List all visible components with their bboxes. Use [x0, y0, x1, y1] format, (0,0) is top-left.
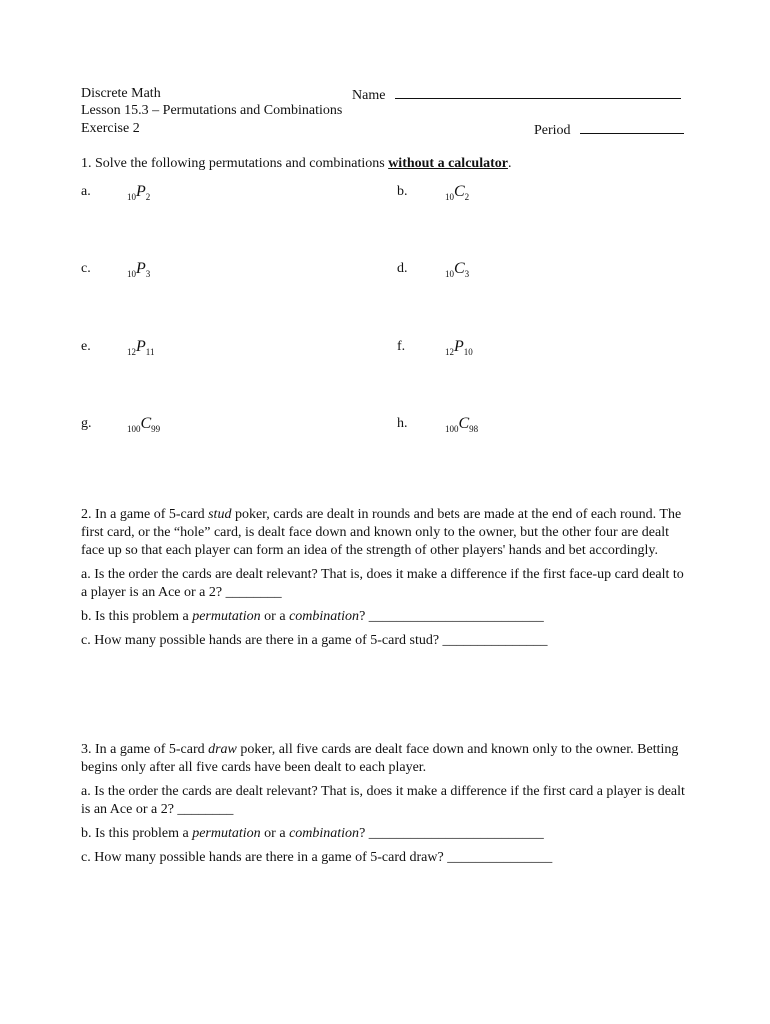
period-blank[interactable]	[580, 120, 684, 134]
q2-intro-emphasis: stud	[208, 507, 232, 522]
q1-prompt-end: .	[507, 156, 512, 171]
q2-part-b-combination: combination	[289, 609, 360, 624]
expr-prefix: 10	[445, 192, 454, 202]
q1-item-expression	[127, 338, 154, 361]
expr-prefix: 12	[445, 347, 454, 357]
expr-prefix: 10	[127, 192, 136, 202]
q3-part-a: a. Is the order the cards are dealt relevant? That is, does it make a difference if the first card a player is dealt is an Ace or a 2? ________	[81, 784, 685, 817]
name-field[interactable]	[352, 85, 681, 105]
q1-item-expression	[445, 183, 469, 206]
q1-item-letter: c.	[81, 261, 91, 276]
q2-part-b-permutation: permutation	[192, 609, 261, 624]
expr-suffix: 11	[145, 347, 155, 357]
q2-part-a: a. Is the order the cards are dealt relevant? That is, does it make a difference if the first face-up card dealt to a player is an Ace or a 2? ________	[81, 567, 684, 600]
q1-item-letter: g.	[81, 416, 92, 431]
q1-item-letter: b.	[397, 184, 408, 199]
q1-item-expression	[127, 260, 150, 283]
expr-suffix: 2	[464, 192, 470, 202]
expr-suffix: 3	[145, 269, 151, 279]
expr-symbol: C	[454, 260, 465, 277]
q3-part-c: c. How many possible hands are there in a game of 5-card draw? _______________	[81, 850, 553, 865]
q1-item-letter: f.	[397, 339, 406, 354]
course-title: Discrete Math	[81, 86, 161, 101]
q3-part-b-permutation: permutation	[192, 826, 261, 841]
expr-prefix: 10	[127, 269, 136, 279]
expr-suffix: 98	[469, 424, 479, 434]
name-blank[interactable]	[395, 85, 681, 99]
q3-part-b-blank: ? _________________________	[359, 826, 544, 841]
q2-section	[81, 506, 691, 650]
q1-item-letter: e.	[81, 339, 91, 354]
q1-prompt	[81, 155, 511, 173]
expr-prefix: 10	[445, 269, 454, 279]
q1-item-expression	[445, 338, 473, 361]
expr-suffix: 99	[151, 424, 161, 434]
expr-suffix: 10	[463, 347, 473, 357]
q3-intro-emphasis: draw	[208, 742, 237, 757]
expr-suffix: 2	[145, 192, 151, 202]
expr-prefix: 100	[445, 424, 459, 434]
q3-intro-rest: poker, all five cards are dealt face down and known only to the owner. Betting begins only after all five cards have been dealt to each player.	[81, 742, 679, 775]
expr-symbol: C	[454, 183, 465, 200]
q1-item-letter: h.	[397, 416, 408, 431]
q2-part-b-or: or a	[260, 609, 290, 624]
q3-section	[81, 741, 691, 867]
q3-intro	[81, 741, 691, 777]
q3-part-b	[81, 825, 691, 843]
q3-part-b-or: or a	[260, 826, 290, 841]
q1-item-expression	[127, 183, 150, 206]
q1-item-expression	[445, 415, 478, 438]
q1-item-expression	[127, 415, 160, 438]
lesson-title: Lesson 15.3 – Permutations and Combinations	[81, 103, 343, 118]
q2-intro-rest: poker, cards are dealt in rounds and bets are made at the end of each round. The first card, or the “hole” card, is dealt face down and known only to the owner, but the other four are dealt face up so that each player can form an idea of the strength of other players' hands and bet accordingly.	[81, 507, 682, 558]
expr-symbol: P	[136, 338, 146, 355]
q2-part-c: c. How many possible hands are there in a game of 5-card stud? _______________	[81, 633, 548, 648]
expr-prefix: 100	[127, 424, 141, 434]
expr-symbol: P	[136, 183, 146, 200]
q1-item-letter: d.	[397, 261, 408, 276]
q2-intro	[81, 506, 691, 560]
q3-part-b-text: b. Is this problem a	[81, 826, 193, 841]
period-label: Period	[534, 123, 571, 138]
q1-prompt-emphasis: without a calculator	[388, 156, 508, 171]
period-field[interactable]	[534, 120, 684, 140]
expr-suffix: 3	[464, 269, 470, 279]
expr-symbol: P	[454, 338, 464, 355]
exercise-title: Exercise 2	[81, 121, 140, 136]
q2-part-b	[81, 608, 691, 626]
q1-item-letter: a.	[81, 184, 91, 199]
q3-intro-text: 3. In a game of 5-card	[81, 742, 209, 757]
expr-symbol: P	[136, 260, 146, 277]
q2-intro-text: 2. In a game of 5-card	[81, 507, 209, 522]
name-label: Name	[352, 88, 386, 103]
q1-prompt-text: 1. Solve the following permutations and combinations	[81, 156, 389, 171]
q1-item-expression	[445, 260, 469, 283]
q3-part-b-combination: combination	[289, 826, 360, 841]
expr-prefix: 12	[127, 347, 136, 357]
expr-symbol: C	[140, 415, 152, 432]
expr-symbol: C	[458, 415, 470, 432]
q2-part-b-blank: ? _________________________	[359, 609, 544, 624]
q2-part-b-text: b. Is this problem a	[81, 609, 193, 624]
